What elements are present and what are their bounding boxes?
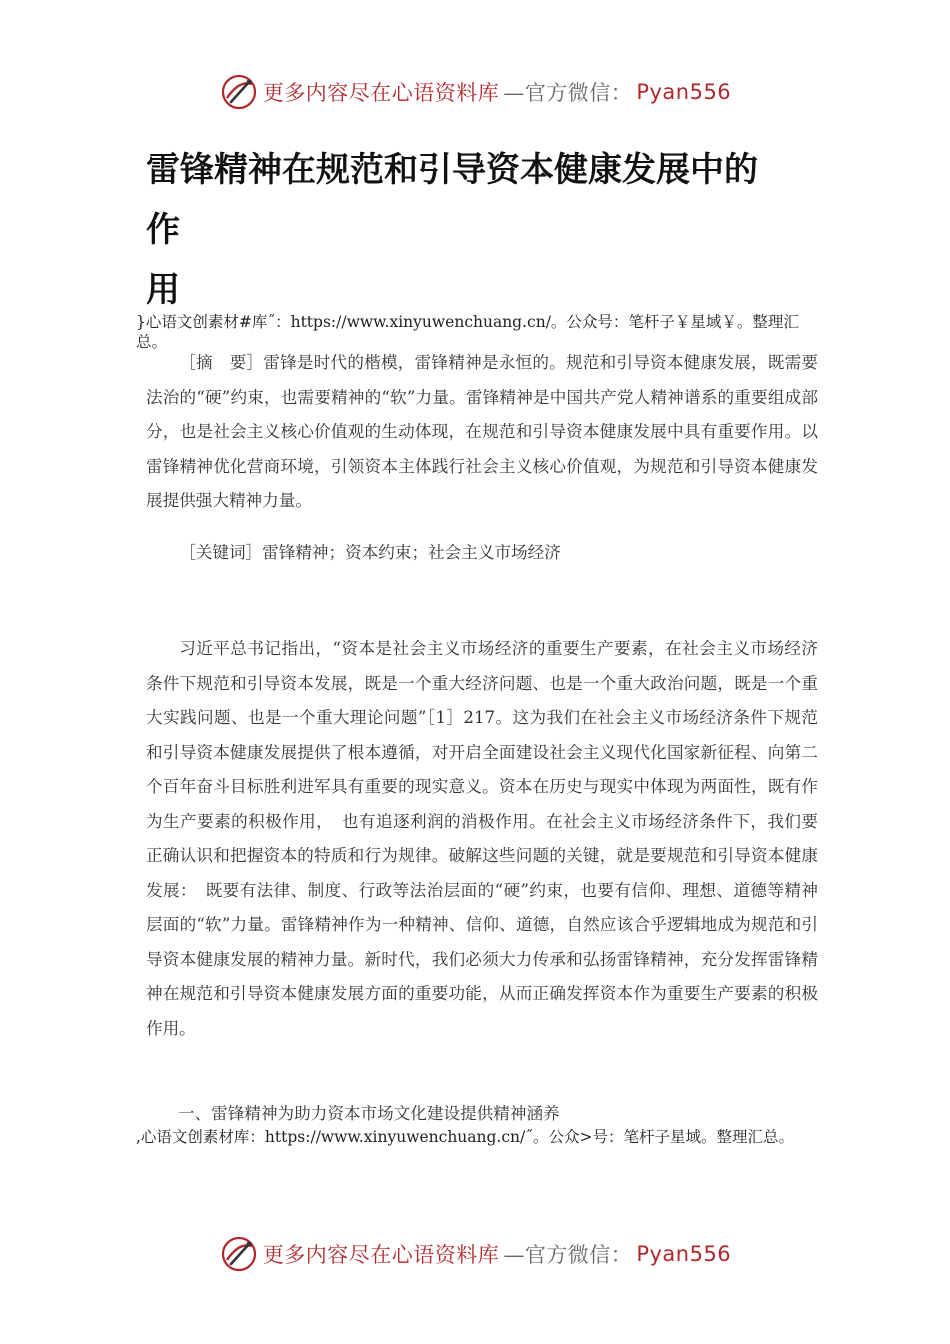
brand-logo-icon	[219, 1234, 259, 1274]
section-heading: 一、雷锋精神为助力资本市场文化建设提供精神涵养	[178, 1104, 560, 1123]
body-paragraph: 习近平总书记指出，“资本是社会主义市场经济的重要生产要素，在社会主义市场经济条件下规范和引导资本发展，既是一个重大经济问题、也是一个重大政治问题，既是一个重大实践问题、也是一个重大理论问题”［1］217。这为我们在社会主义市场经济条件下规范和引导资本健康发展提供了根本遵循，对开启全面建设社会主义现代化国家新征程、向第二个百年奋斗目标胜利进军具有重要的现实意义。资本在历史与现实中体现为两面性，既有作为生产要素的积极作用， 也有追逐利润的消极作用。在社会主义市场经济条件下，我们要正确认识和把握资本的特质和行为规律。破解这些问题的关键，就是要规范和引导资本健康发展： 既要有法律、制度、行政等法治层面的“硬”约束，也要有信仰、理想、道德等精神层面的“软”力量。雷锋精神作为一种精神、信仰、道德，自然应该合乎逻辑地成为规范和引导资本健康发展的精神力量。新时代，我们必须大力传承和弘扬雷锋精神，充分发挥雷锋精神在规范和引导资本健康发展方面的重要功能，从而正确发挥资本作为重要生产要素的积极作用。	[146, 639, 818, 1038]
header-banner	[0, 70, 950, 114]
footer-banner-separator: —官方微信：	[503, 1243, 633, 1267]
page-title-line-2: 作	[146, 210, 180, 250]
banner-wechat-id: Pyan556	[636, 80, 732, 104]
page-title-line-3: 用	[146, 270, 180, 310]
brand-logo-icon	[219, 72, 259, 112]
footer-banner-slogan: 更多内容尽在心语资料库	[262, 1243, 500, 1267]
footer-banner	[0, 1232, 950, 1276]
banner-slogan: 更多内容尽在心语资料库	[262, 81, 500, 105]
abstract-paragraph: ［摘 要］雷锋是时代的楷模，雷锋精神是永恒的。规范和引导资本健康发展，既需要法治的“硬”约束，也需要精神的“软”力量。雷锋精神是中国共产党人精神谱系的重要组成部分，也是社会主义核心价值观的生动体现，在规范和引导资本健康发展中具有重要作用。以雷锋精神优化营商环境，引领资本主体践行社会主义核心价值观，为规范和引导资本健康发展提供强大精神力量。	[146, 353, 818, 510]
source-note-bottom: ,心语文创素材库：https://www.xinyuwenchuang.cn/˝。公众>号：笔杆子星域。整理汇总。	[136, 1128, 794, 1146]
page-title-line-1: 雷锋精神在规范和引导资本健康发展中的	[146, 150, 758, 190]
source-note-top: }心语文创素材#库˝：https://www.xinyuwenchuang.cn/。公众号：笔杆子￥星域￥。整理汇总。	[136, 313, 799, 351]
footer-banner-wechat-id: Pyan556	[636, 1242, 732, 1266]
banner-separator: —官方微信：	[503, 81, 633, 105]
keywords-line: ［关键词］雷锋精神；资本约束；社会主义市场经济	[179, 543, 561, 562]
